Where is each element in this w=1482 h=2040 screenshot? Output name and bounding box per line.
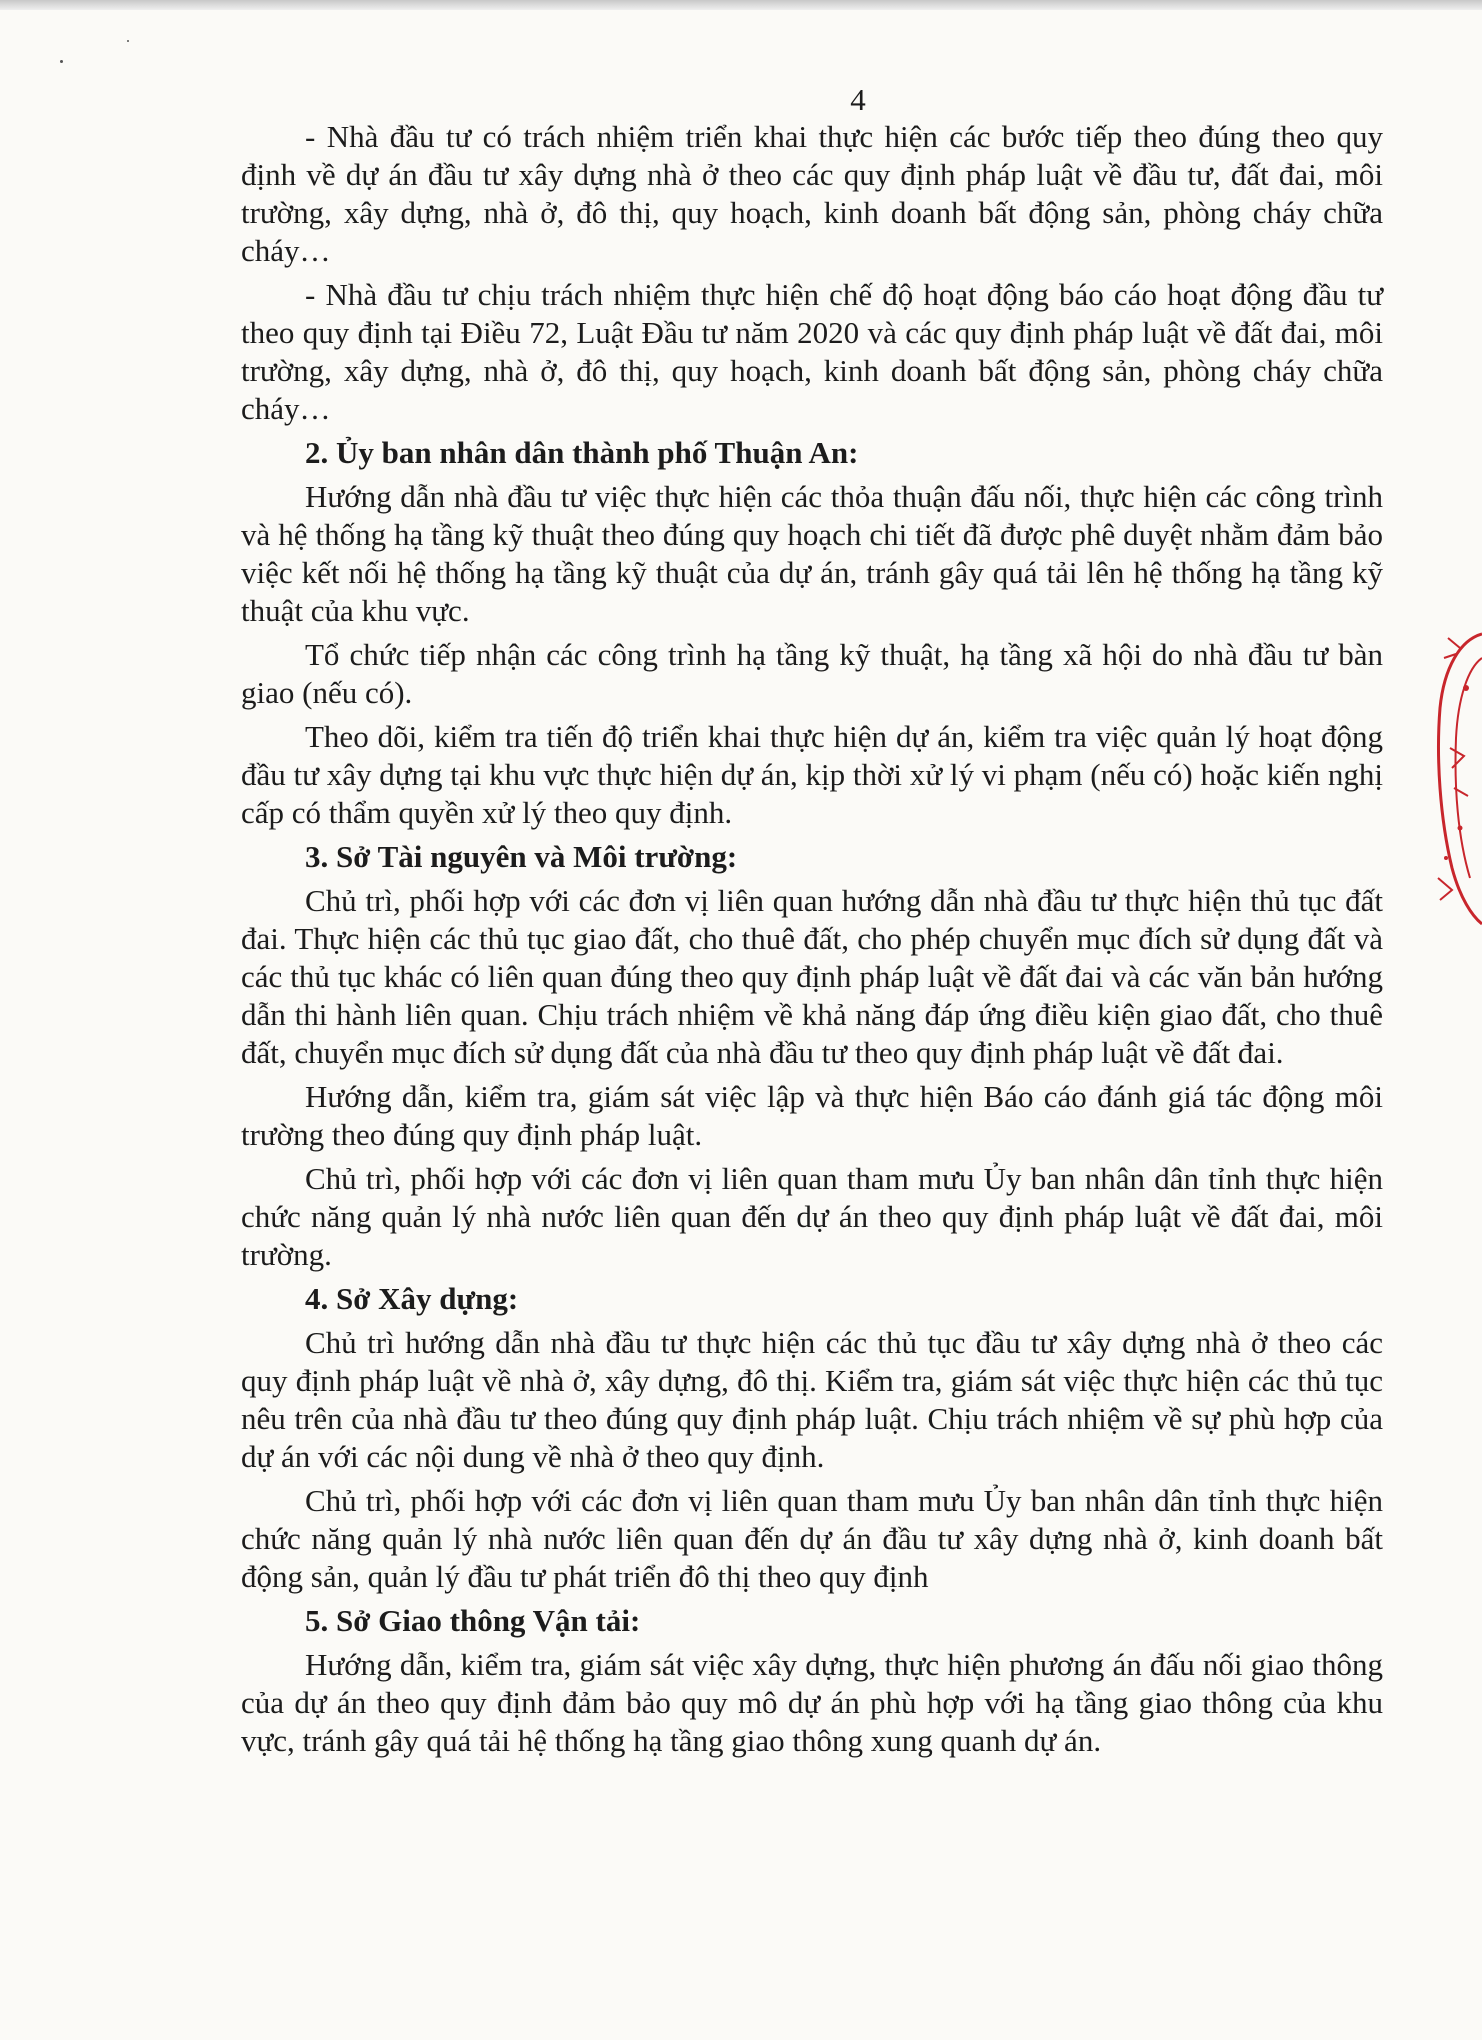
section-paragraph: Hướng dẫn, kiểm tra, giám sát việc lập và thực hiện Báo cáo đánh giá tác động môi trường theo đúng quy định pháp luật. (241, 1079, 1383, 1152)
section-paragraph: Chủ trì, phối hợp với các đơn vị liên quan hướng dẫn nhà đầu tư thực hiện thủ tục đất đai. Thực hiện các thủ tục giao đất, cho thuê đất, cho phép chuyển mục đích sử dụng đất và các thủ tục khác có liên quan đúng theo quy định pháp luật về đất đai và các văn bản hướng dẫn thi hành liên quan. Chịu trách nhiệm về khả năng đáp ứng điều kiện giao đất, cho thuê đất, chuyển mục đích sử dụng đất của nhà đầu tư theo quy định pháp luật về đất đai. (241, 883, 1383, 1070)
scan-speck (60, 60, 63, 63)
page-number: 4 (850, 82, 866, 117)
section-paragraph: Hướng dẫn nhà đầu tư việc thực hiện các thỏa thuận đấu nối, thực hiện các công trình và hệ thống hạ tầng kỹ thuật theo đúng quy hoạch chi tiết đã được phê duyệt nhằm đảm bảo việc kết nối hệ thống hạ tầng kỹ thuật của dự án, tránh gây quá tải lên hệ thống hạ tầng kỹ thuật của khu vực. (241, 479, 1383, 628)
section-paragraph: Tổ chức tiếp nhận các công trình hạ tầng kỹ thuật, hạ tầng xã hội do nhà đầu tư bàn giao (nếu có). (241, 637, 1383, 710)
section-heading-ubnd-thuan-an: 2. Ủy ban nhân dân thành phố Thuận An: (305, 435, 859, 470)
section-heading-so-gtvt: 5. Sở Giao thông Vận tải: (305, 1603, 641, 1638)
section-heading-so-xay-dung: 4. Sở Xây dựng: (305, 1281, 519, 1316)
section-paragraph: Hướng dẫn, kiểm tra, giám sát việc xây dựng, thực hiện phương án đấu nối giao thông của dự án theo quy định đảm bảo quy mô dự án phù hợp với hạ tầng giao thông của khu vực, tránh gây quá tải hệ thống hạ tầng giao thông xung quanh dự án. (241, 1647, 1383, 1758)
red-seal-stamp-fragment (1430, 628, 1482, 928)
section-paragraph: Theo dõi, kiểm tra tiến độ triển khai thực hiện dự án, kiểm tra việc quản lý hoạt động đầu tư xây dựng tại khu vực thực hiện dự án, kịp thời xử lý vi phạm (nếu có) hoặc kiến nghị cấp có thẩm quyền xử lý theo quy định. (241, 719, 1383, 830)
document-body (241, 118, 1383, 1766)
scan-speck (127, 40, 129, 42)
intro-paragraph: - Nhà đầu tư chịu trách nhiệm thực hiện chế độ hoạt động báo cáo hoạt động đầu tư theo quy định tại Điều 72, Luật Đầu tư năm 2020 và các quy định pháp luật về đất đai, môi trường, xây dựng, nhà ở, đô thị, quy hoạch, kinh doanh bất động sản, phòng cháy chữa cháy… (241, 277, 1383, 426)
intro-paragraph: - Nhà đầu tư có trách nhiệm triển khai thực hiện các bước tiếp theo đúng theo quy định về dự án đầu tư xây dựng nhà ở theo các quy định pháp luật về đầu tư, đất đai, môi trường, xây dựng, nhà ở, đô thị, quy hoạch, kinh doanh bất động sản, phòng cháy chữa cháy… (241, 119, 1383, 268)
scan-top-edge (0, 0, 1482, 10)
section-paragraph: Chủ trì, phối hợp với các đơn vị liên quan tham mưu Ủy ban nhân dân tỉnh thực hiện chức năng quản lý nhà nước liên quan đến dự án đầu tư xây dựng nhà ở, kinh doanh bất động sản, quản lý đầu tư phát triển đô thị theo quy định (241, 1483, 1383, 1594)
section-heading-so-tnmt: 3. Sở Tài nguyên và Môi trường: (305, 839, 738, 874)
section-paragraph: Chủ trì hướng dẫn nhà đầu tư thực hiện các thủ tục đầu tư xây dựng nhà ở theo các quy định pháp luật về nhà ở, xây dựng, đô thị. Kiểm tra, giám sát việc thực hiện các thủ tục nêu trên của nhà đầu tư theo đúng quy định pháp luật. Chịu trách nhiệm về sự phù hợp của dự án với các nội dung về nhà ở theo quy định. (241, 1325, 1383, 1474)
section-paragraph: Chủ trì, phối hợp với các đơn vị liên quan tham mưu Ủy ban nhân dân tỉnh thực hiện chức năng quản lý nhà nước liên quan đến dự án theo quy định pháp luật về đất đai, môi trường. (241, 1161, 1383, 1272)
